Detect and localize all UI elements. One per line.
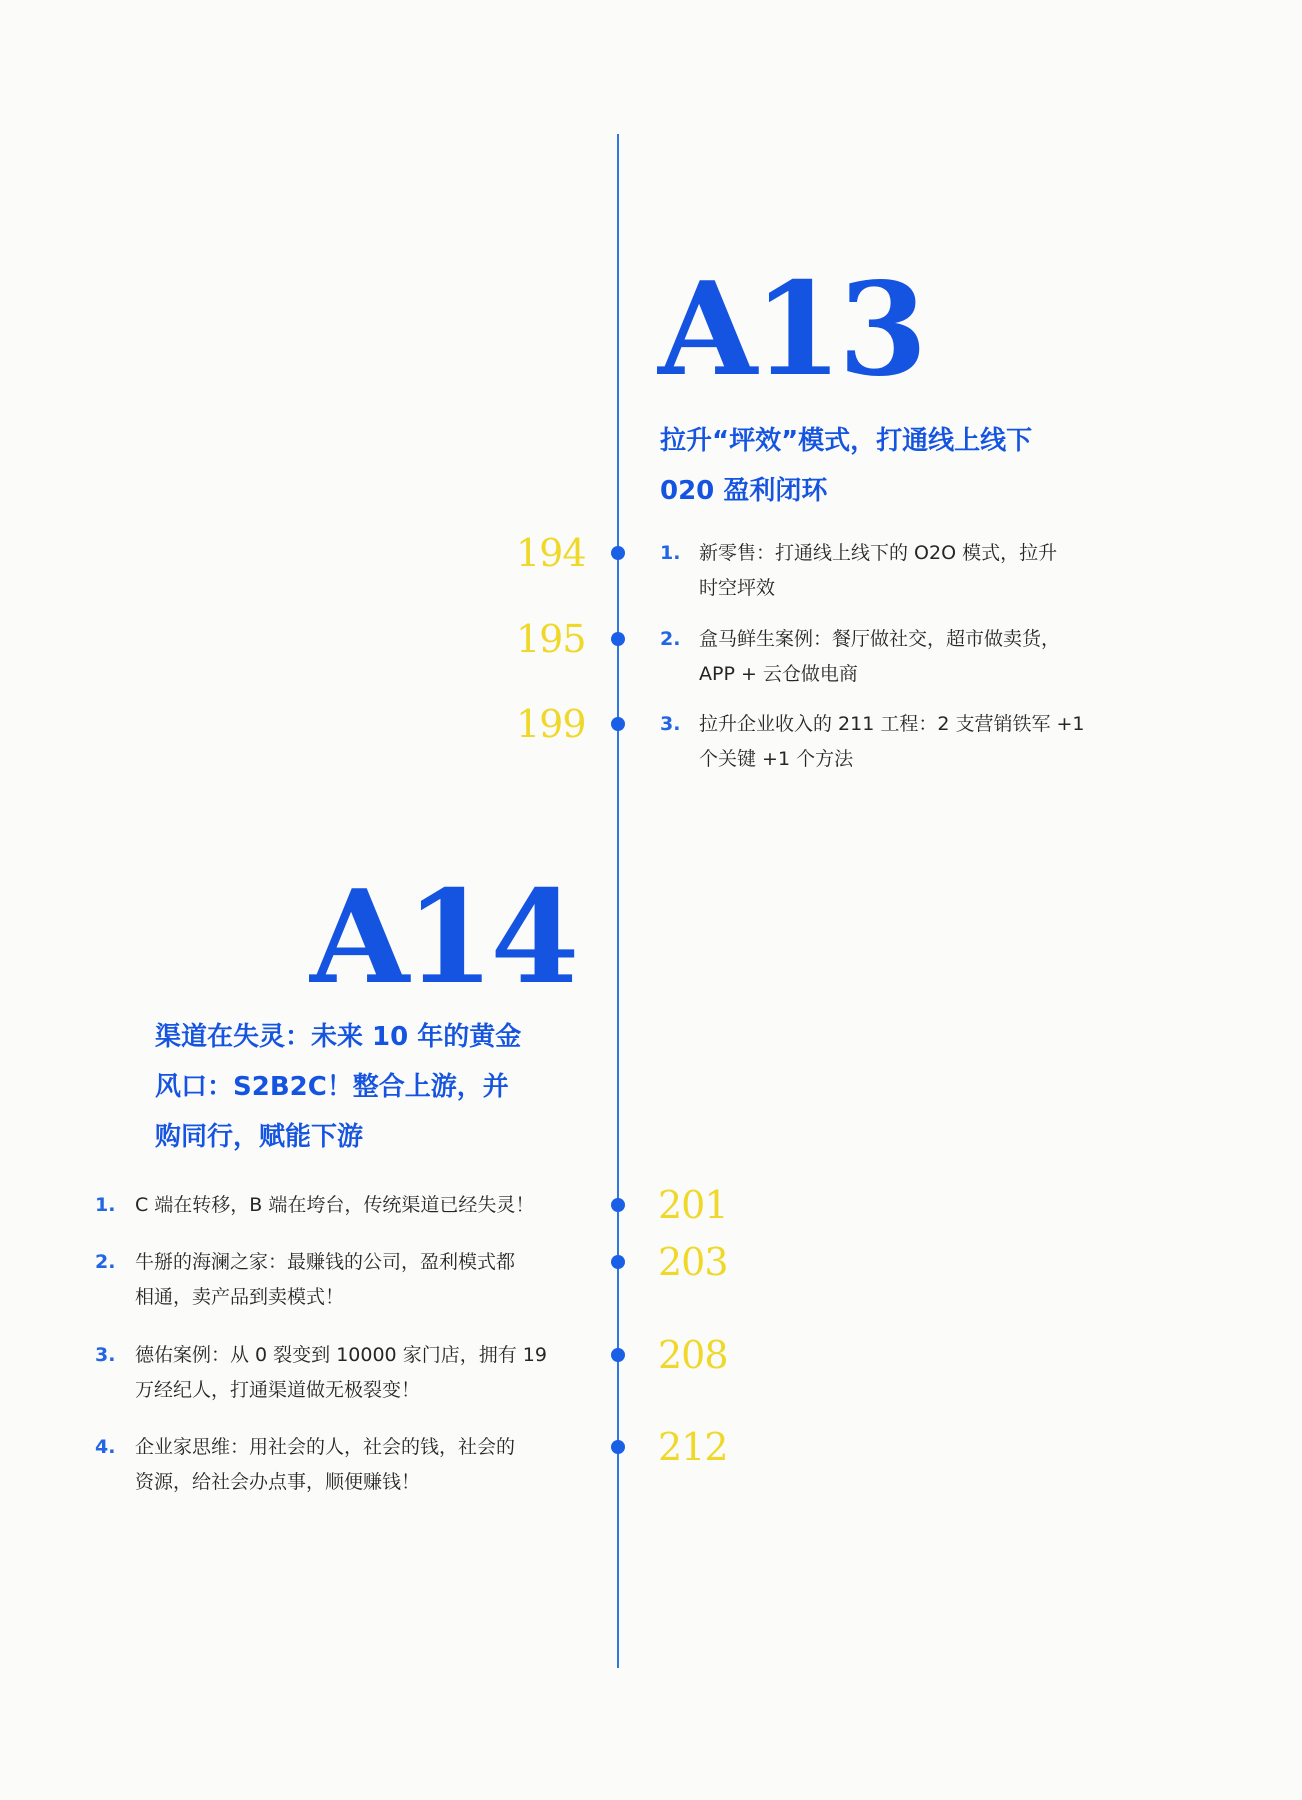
entry-number: 3. — [660, 713, 681, 735]
timeline-dot — [611, 1348, 625, 1362]
page-number: 194 — [516, 531, 586, 575]
entry-text-line: 拉升企业收入的 211 工程：2 支营销铁军 +1 — [699, 713, 1085, 735]
chapter-title-line: 渠道在失灵：未来 10 年的黄金 — [155, 1022, 522, 1052]
entry-number: 2. — [660, 628, 681, 650]
entry-text-line: 相通，卖产品到卖模式！ — [135, 1286, 345, 1308]
page-number: 199 — [516, 702, 586, 746]
timeline-line — [617, 134, 619, 1668]
entry-text-line: 时空坪效 — [699, 577, 776, 599]
entry-text-line: 万经纪人，打通渠道做无极裂变！ — [135, 1379, 421, 1401]
page-number: 208 — [658, 1333, 728, 1377]
entry-text-line: 新零售：打通线上线下的 O2O 模式，拉升 — [699, 542, 1058, 564]
page-number: 212 — [658, 1425, 728, 1469]
timeline-dot — [611, 1440, 625, 1454]
chapter-title-line: 购同行，赋能下游 — [155, 1122, 364, 1152]
timeline-dot — [611, 1198, 625, 1212]
entry-text — [135, 1430, 595, 1500]
entry-number: 1. — [95, 1194, 116, 1216]
entry-text — [699, 536, 1057, 606]
chapter-title-line: 风口：S2B2C！整合上游，并 — [155, 1072, 509, 1102]
entry-text — [135, 1245, 595, 1315]
chapter-title-line: 拉升“坪效”模式，打通线上线下 — [660, 426, 1033, 456]
timeline-dot — [611, 546, 625, 560]
entry-text-line: APP + 云仓做电商 — [699, 663, 858, 685]
timeline-dot — [611, 1255, 625, 1269]
entry-text-line: 资源，给社会办点事，顺便赚钱！ — [135, 1471, 421, 1493]
entry-text — [699, 622, 1060, 692]
chapter-code-a14: A14 — [310, 863, 576, 1013]
entry-number: 1. — [660, 542, 681, 564]
entry-text-line: 德佑案例：从 0 裂变到 10000 家门店，拥有 19 — [135, 1344, 547, 1366]
timeline-dot — [611, 632, 625, 646]
entry-text-line: C 端在转移，B 端在垮台，传统渠道已经失灵！ — [135, 1194, 535, 1216]
page-number: 195 — [516, 617, 586, 661]
chapter-code-a13: A13 — [658, 255, 924, 405]
page-number: 203 — [658, 1240, 728, 1284]
entry-number: 2. — [95, 1251, 116, 1273]
timeline-dot — [611, 717, 625, 731]
chapter-title-a13 — [660, 416, 1180, 516]
entry-text-line: 盒马鲜生案例：餐厅做社交，超市做卖货， — [699, 628, 1061, 650]
entry-number: 3. — [95, 1344, 116, 1366]
entry-number: 4. — [95, 1436, 116, 1458]
entry-text-line: 牛掰的海澜之家：最赚钱的公司，盈利模式都 — [135, 1251, 516, 1273]
chapter-title-line: 020 盈利闭环 — [660, 476, 828, 506]
entry-text-line: 企业家思维：用社会的人，社会的钱，社会的 — [135, 1436, 516, 1458]
entry-text-line: 个关键 +1 个方法 — [699, 748, 854, 770]
entry-text — [699, 707, 1085, 777]
chapter-title-a14 — [155, 1012, 595, 1162]
entry-text — [135, 1188, 595, 1223]
entry-text — [135, 1338, 595, 1408]
page-number: 201 — [658, 1183, 728, 1227]
